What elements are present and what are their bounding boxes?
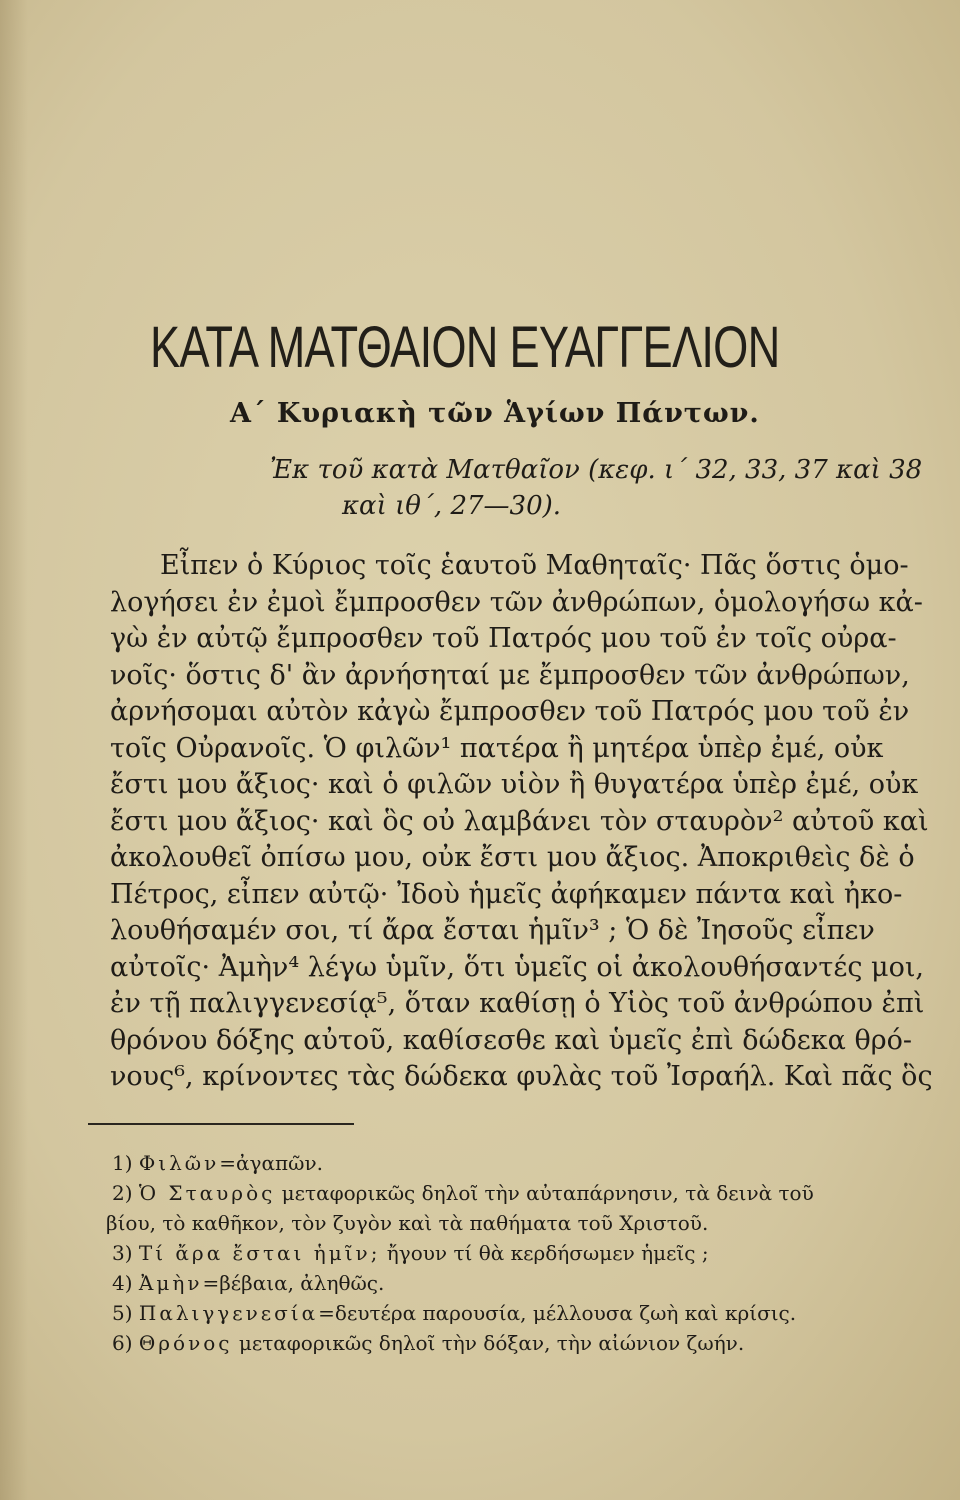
footnote-term: Τί ἄρα ἔσται ἡμῖν; <box>138 1241 381 1265</box>
page-title: ΚΑΤΑ ΜΑΤΘΑΙΟΝ ΕΥΑΓΓΕΛΙΟΝ <box>150 315 780 380</box>
footnote-term: Ὁ Σταυρὸς <box>138 1181 276 1205</box>
footnote-term: Παλιγγενεσία <box>138 1301 319 1325</box>
footnote-number: 1) <box>112 1151 133 1175</box>
footnote-text: =βέβαια, ἀληθῶς. <box>202 1271 385 1295</box>
page-binding-shadow <box>0 0 28 1500</box>
footnote-text: βίου, τὸ καθῆκον, τὸν ζυγὸν καὶ τὰ παθήματα τοῦ Χριστοῦ. <box>106 1211 709 1235</box>
footnote <box>112 1148 852 1178</box>
footnote-number: 4) <box>112 1271 133 1295</box>
footnote-number: 2) <box>112 1181 133 1205</box>
text-line: θρόνου δόξης αὐτοῦ, καθίσεσθε καὶ ὑμεῖς ἐπὶ δώδεκα θρό- <box>110 1024 912 1056</box>
scripture-reference <box>270 452 923 524</box>
scripture-reference-line-2: καὶ ιθ΄, 27—30). <box>342 491 562 521</box>
text-line: νοῖς· ὅστις δ' ἂν ἀρνήσηταί με ἔμπροσθεν τῶν ἀνθρώπων, <box>110 659 910 691</box>
text-line: ἔστι μου ἄξιος· καὶ ὃς οὐ λαμβάνει τὸν σταυρὸν² αὐτοῦ καὶ <box>110 805 929 837</box>
text-line: νους⁶, κρίνοντες τὰς δώδεκα φυλὰς τοῦ Ἰσραήλ. Καὶ πᾶς ὃς <box>110 1061 933 1092</box>
text-line: ἀκολουθεῖ ὀπίσω μου, οὐκ ἔστι μου ἄξιος. Ἀποκριθεὶς δὲ ὁ <box>110 842 915 873</box>
footnote-text: ἤγουν τί θὰ κερδήσωμεν ἡμεῖς ; <box>386 1241 709 1265</box>
footnote-text: μεταφορικῶς δηλοῖ τὴν δόξαν, τὴν αἰώνιον ζωήν. <box>238 1331 745 1355</box>
text-line: ἀρνήσομαι αὐτὸν κἀγὼ ἔμπροσθεν τοῦ Πατρός μου τοῦ ἐν <box>110 696 910 727</box>
footnote-text: μεταφορικῶς δηλοῖ τὴν αὐταπάρνησιν, τὰ δεινὰ τοῦ <box>281 1181 814 1205</box>
footnote <box>112 1298 852 1328</box>
text-line: ἐν τῇ παλιγγενεσίᾳ⁵, ὅταν καθίσῃ ὁ Υἱὸς τοῦ ἀνθρώπου ἐπὶ <box>110 988 925 1019</box>
footnote-number: 5) <box>112 1301 133 1325</box>
footnote-number: 6) <box>112 1331 133 1355</box>
text-line: Εἶπεν ὁ Κύριος τοῖς ἑαυτοῦ Μαθηταῖς· Πᾶς ὅστις ὁμο- <box>160 550 909 581</box>
footnote <box>112 1178 852 1208</box>
footnote-number: 3) <box>112 1241 133 1265</box>
footnote-continuation <box>106 1208 852 1238</box>
footnote <box>112 1328 852 1358</box>
text-line: τοῖς Οὐρανοῖς. Ὁ φιλῶν¹ πατέρα ἢ μητέρα ὑπὲρ ἐμέ, οὐκ <box>110 732 884 764</box>
footnote-term: Φιλῶν <box>138 1151 220 1175</box>
text-line: αὐτοῖς· Ἀμὴν⁴ λέγω ὑμῖν, ὅτι ὑμεῖς οἱ ἀκολουθήσαντές μοι, <box>110 951 924 983</box>
footnote-term: Ἀμὴν <box>138 1271 203 1295</box>
footnote-text: =ἀγαπῶν. <box>219 1151 323 1175</box>
page-subtitle: Α΄ Κυριακὴ τῶν Ἁγίων Πάντων. <box>230 398 760 429</box>
footnote-text: =δευτέρα παρουσία, μέλλουσα ζωὴ καὶ κρίσις. <box>318 1301 797 1325</box>
scripture-reference-line-1: Ἐκ τοῦ κατὰ Ματθαῖον (κεφ. ι΄ 32, 33, 37 καὶ 38 <box>270 455 923 485</box>
footnote-term: Θρόνος <box>138 1331 233 1355</box>
text-line: Πέτρος, εἶπεν αὐτῷ· Ἰδοὺ ἡμεῖς ἀφήκαμεν πάντα καὶ ἠκο- <box>110 878 903 910</box>
footnotes <box>106 1148 852 1358</box>
text-line: λουθήσαμέν σοι, τί ἄρα ἔσται ἡμῖν³ ; Ὁ δὲ Ἰησοῦς εἶπεν <box>110 915 875 946</box>
text-line: λογήσει ἐν ἐμοὶ ἔμπροσθεν τῶν ἀνθρώπων, ὁμολογήσω κἀ- <box>110 586 923 618</box>
gospel-text <box>110 548 933 1096</box>
footnote <box>112 1268 852 1298</box>
text-line: γὼ ἐν αὐτῷ ἔμπροσθεν τοῦ Πατρός μου τοῦ ἐν τοῖς οὐρα- <box>110 623 897 654</box>
footnote <box>112 1238 852 1268</box>
footnote-separator <box>88 1123 354 1125</box>
text-line: ἔστι μου ἄξιος· καὶ ὁ φιλῶν υἱὸν ἢ θυγατέρα ὑπὲρ ἐμέ, οὐκ <box>110 769 919 800</box>
